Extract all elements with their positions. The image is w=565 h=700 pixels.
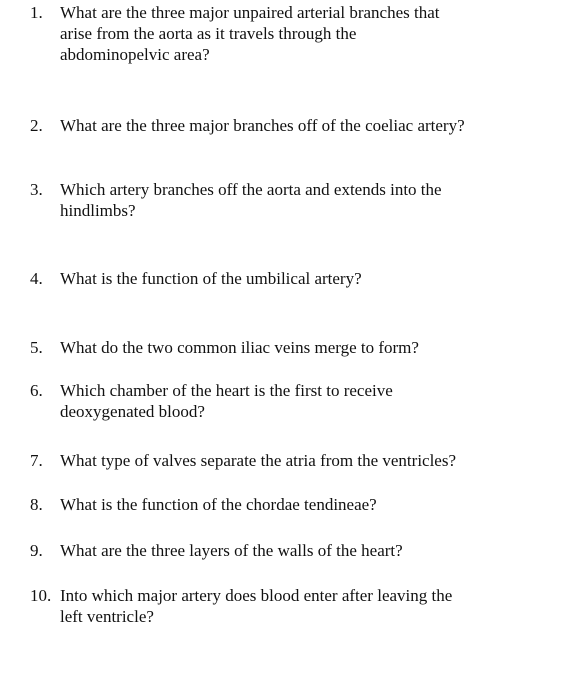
question-text: Which chamber of the heart is the first to receive deoxygenated blood? — [60, 381, 393, 421]
question-text: What is the function of the umbilical artery? — [60, 269, 362, 288]
question-number: 1. — [30, 3, 43, 22]
question-number: 3. — [30, 180, 43, 199]
question-number: 10. — [30, 586, 52, 605]
question-number: 4. — [30, 269, 43, 288]
question-text: Which artery branches off the aorta and extends into the hindlimbs? — [60, 180, 442, 220]
question-10 — [30, 585, 550, 627]
question-3 — [30, 179, 550, 221]
question-number: 8. — [30, 495, 43, 514]
question-number: 7. — [30, 451, 43, 470]
question-number: 5. — [30, 338, 43, 357]
question-text: What are the three major unpaired arterial branches that arise from the aorta as it travels through the abdominopelvic area? — [60, 3, 440, 64]
question-4 — [30, 268, 550, 289]
question-2 — [30, 115, 550, 136]
question-8 — [30, 494, 550, 515]
question-text: What are the three major branches off of the coeliac artery? — [60, 116, 465, 135]
question-text: Into which major artery does blood enter after leaving the left ventricle? — [60, 586, 453, 626]
question-text: What are the three layers of the walls of the heart? — [60, 541, 403, 560]
question-5 — [30, 337, 550, 358]
question-1 — [30, 2, 550, 65]
question-number: 6. — [30, 381, 43, 400]
question-text: What type of valves separate the atria from the ventricles? — [60, 451, 457, 470]
question-text: What is the function of the chordae tendineae? — [60, 495, 377, 514]
question-9 — [30, 540, 550, 561]
question-7 — [30, 450, 550, 471]
question-number: 9. — [30, 541, 43, 560]
question-6 — [30, 380, 550, 422]
question-text: What do the two common iliac veins merge to form? — [60, 338, 419, 357]
question-number: 2. — [30, 116, 43, 135]
